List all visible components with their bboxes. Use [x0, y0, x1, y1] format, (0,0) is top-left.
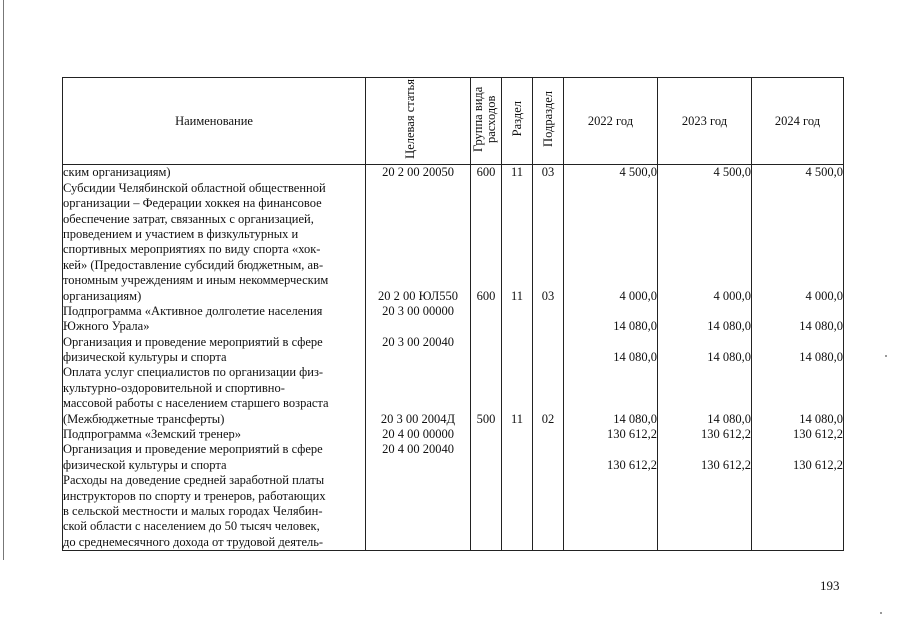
row-name-line: организациям): [63, 288, 142, 303]
header-name-label: Наименование: [175, 113, 253, 128]
row-empty-line: [366, 365, 470, 380]
table-body: [63, 165, 844, 551]
row-empty-line: [564, 519, 657, 534]
row-empty-line: [502, 227, 532, 242]
row-group-value: 600: [476, 288, 496, 303]
row-empty-line: [502, 442, 532, 457]
row-empty-line: [366, 535, 470, 550]
row-v2022-value: 14 080,0: [613, 350, 657, 365]
row-empty-line: [502, 273, 532, 288]
row-empty-line: [658, 535, 751, 550]
row-empty-line: [564, 473, 657, 488]
row-name-line: массовой работы с населением старшего возраста: [63, 396, 329, 411]
page-number: 193: [820, 578, 840, 593]
row-empty-line: [471, 304, 501, 319]
row-2022-cell: [564, 165, 658, 551]
row-empty-line: [471, 489, 501, 504]
row-empty-line: [564, 304, 657, 319]
row-empty-line: [564, 396, 657, 411]
row-empty-line: [366, 458, 470, 473]
scan-speck: [885, 355, 887, 357]
table-row: [63, 165, 844, 551]
row-v2022-value: 14 080,0: [613, 319, 657, 334]
row-name-line: Организация и проведение мероприятий в сфере: [63, 334, 323, 349]
row-empty-line: [533, 181, 563, 196]
row-empty-line: [471, 242, 501, 257]
row-empty-line: [752, 396, 843, 411]
row-empty-line: [502, 196, 532, 211]
row-code-cell: [366, 165, 471, 551]
header-subsection-label: Подраздел: [540, 91, 555, 147]
row-empty-line: [471, 365, 501, 380]
row-empty-line: [471, 258, 501, 273]
row-empty-line: [752, 196, 843, 211]
row-name-line: обеспечение затрат, связанных с организацией,: [63, 211, 314, 226]
header-expense-group: [471, 78, 502, 165]
row-empty-line: [502, 381, 532, 396]
row-empty-line: [502, 519, 532, 534]
row-empty-line: [533, 519, 563, 534]
row-name-line: ским организациям): [63, 165, 171, 180]
header-year-2024: [752, 78, 844, 165]
row-empty-line: [564, 196, 657, 211]
row-v2023-value: 14 080,0: [707, 319, 751, 334]
row-empty-line: [564, 489, 657, 504]
row-empty-line: [366, 350, 470, 365]
row-empty-line: [752, 473, 843, 488]
row-name-line: тономным учреждениям и иным некоммерческим: [63, 273, 329, 288]
row-name-line: физической культуры и спорта: [63, 457, 227, 472]
row-name-line: ской области с населением до 50 тысяч человек,: [63, 519, 320, 534]
row-empty-line: [658, 242, 751, 257]
row-empty-line: [533, 396, 563, 411]
page-left-edge-rule: [3, 0, 4, 560]
row-empty-line: [752, 227, 843, 242]
header-section: [502, 78, 533, 165]
row-v2022-value: 130 612,2: [607, 457, 657, 472]
row-name-line: Южного Урала»: [63, 319, 150, 334]
row-empty-line: [564, 335, 657, 350]
row-section-value: 11: [510, 411, 524, 426]
row-empty-line: [366, 242, 470, 257]
row-code-value: 20 2 00 20050: [382, 165, 454, 180]
row-code-value: 20 2 00 ЮЛ550: [377, 288, 459, 303]
header-name: [63, 78, 366, 165]
row-empty-line: [366, 212, 470, 227]
row-empty-line: [533, 258, 563, 273]
row-code-value: 20 3 00 20040: [382, 334, 454, 349]
row-empty-line: [366, 196, 470, 211]
row-empty-line: [658, 489, 751, 504]
row-empty-line: [658, 381, 751, 396]
row-empty-line: [471, 396, 501, 411]
row-empty-line: [752, 519, 843, 534]
row-empty-line: [533, 242, 563, 257]
row-empty-line: [752, 258, 843, 273]
row-empty-line: [366, 227, 470, 242]
header-year-2023: [658, 78, 752, 165]
row-empty-line: [564, 535, 657, 550]
row-empty-line: [471, 335, 501, 350]
header-year-2022-label: 2022 год: [587, 113, 634, 128]
header-year-2023-label: 2023 год: [681, 113, 728, 128]
row-name-line: Подпрограмма «Земский тренер»: [63, 427, 242, 442]
row-v2023-value: 14 080,0: [707, 411, 751, 426]
row-empty-line: [471, 350, 501, 365]
row-empty-line: [752, 504, 843, 519]
row-empty-line: [502, 489, 532, 504]
row-empty-line: [533, 304, 563, 319]
row-v2023-value: 130 612,2: [701, 427, 751, 442]
row-empty-line: [502, 319, 532, 334]
row-empty-line: [366, 381, 470, 396]
row-empty-line: [502, 473, 532, 488]
row-empty-line: [564, 504, 657, 519]
row-empty-line: [564, 381, 657, 396]
row-empty-line: [658, 473, 751, 488]
row-empty-line: [366, 273, 470, 288]
row-empty-line: [658, 396, 751, 411]
header-target-article-label: Целевая статья: [403, 79, 417, 159]
row-empty-line: [502, 181, 532, 196]
row-code-value: 20 3 00 2004Д: [380, 411, 456, 426]
row-empty-line: [502, 396, 532, 411]
row-v2024-value: 4 000,0: [805, 288, 843, 303]
row-empty-line: [752, 442, 843, 457]
row-v2023-value: 14 080,0: [707, 350, 751, 365]
row-section-value: 11: [510, 288, 524, 303]
header-section-label: Раздел: [509, 101, 524, 137]
row-name-line: культурно-оздоровительной и спортивно-: [63, 380, 285, 395]
row-empty-line: [471, 504, 501, 519]
row-name-line: инструкторов по спорту и тренеров, работающих: [63, 488, 326, 503]
row-empty-line: [366, 319, 470, 334]
row-empty-line: [658, 519, 751, 534]
row-empty-line: [533, 350, 563, 365]
row-empty-line: [752, 535, 843, 550]
row-empty-line: [533, 227, 563, 242]
row-empty-line: [658, 504, 751, 519]
row-empty-line: [564, 365, 657, 380]
row-empty-line: [366, 519, 470, 534]
header-target-article: [366, 78, 471, 165]
row-code-value: 20 3 00 00000: [382, 303, 454, 318]
row-v2022-value: 4 000,0: [619, 288, 657, 303]
row-empty-line: [752, 212, 843, 227]
row-empty-line: [533, 442, 563, 457]
row-empty-line: [471, 535, 501, 550]
row-name-line: Расходы на доведение средней заработной платы: [63, 473, 325, 488]
row-section-value: 11: [510, 165, 524, 180]
row-empty-line: [366, 504, 470, 519]
row-name-line: Организация и проведение мероприятий в сфере: [63, 442, 323, 457]
row-subsection-cell: [533, 165, 564, 551]
row-empty-line: [533, 489, 563, 504]
row-empty-line: [658, 273, 751, 288]
row-v2024-value: 14 080,0: [799, 411, 843, 426]
row-empty-line: [533, 473, 563, 488]
row-empty-line: [564, 212, 657, 227]
row-empty-line: [502, 427, 532, 442]
row-empty-line: [471, 212, 501, 227]
row-group-cell: [471, 165, 502, 551]
row-v2024-value: 14 080,0: [799, 350, 843, 365]
row-name-line: спортивных мероприятиях по виду спорта «хок-: [63, 242, 321, 257]
row-empty-line: [471, 319, 501, 334]
row-empty-line: [658, 212, 751, 227]
row-group-value: 600: [476, 165, 496, 180]
row-empty-line: [533, 319, 563, 334]
row-empty-line: [502, 242, 532, 257]
row-empty-line: [752, 335, 843, 350]
row-name-line: физической культуры и спорта: [63, 350, 227, 365]
scan-speck: [880, 612, 882, 614]
row-empty-line: [533, 335, 563, 350]
row-empty-line: [752, 181, 843, 196]
row-name-line: в сельской местности и малых городах Челябин-: [63, 504, 323, 518]
row-empty-line: [658, 181, 751, 196]
row-empty-line: [502, 350, 532, 365]
row-empty-line: [471, 473, 501, 488]
row-name-line: Оплата услуг специалистов по организации физ-: [63, 365, 324, 380]
row-empty-line: [533, 427, 563, 442]
row-empty-line: [366, 396, 470, 411]
row-empty-line: [658, 335, 751, 350]
row-empty-line: [502, 458, 532, 473]
row-empty-line: [752, 242, 843, 257]
row-empty-line: [502, 535, 532, 550]
row-name-cell: [63, 165, 366, 551]
row-empty-line: [564, 227, 657, 242]
row-name-line: до среднемесячного дохода от трудовой деятель-: [63, 534, 324, 549]
row-empty-line: [471, 381, 501, 396]
row-name-line: Подпрограмма «Активное долголетие населения: [63, 303, 323, 318]
row-empty-line: [502, 212, 532, 227]
row-empty-line: [533, 365, 563, 380]
row-empty-line: [533, 273, 563, 288]
row-empty-line: [471, 227, 501, 242]
row-v2023-value: 130 612,2: [701, 457, 751, 472]
row-empty-line: [564, 242, 657, 257]
row-name-line: проведением и участием в физкультурных и: [63, 226, 299, 241]
row-empty-line: [564, 181, 657, 196]
row-group-value: 500: [476, 411, 496, 426]
row-subsection-value: 03: [541, 288, 555, 303]
row-empty-line: [471, 442, 501, 457]
header-year-2024-label: 2024 год: [774, 113, 821, 128]
row-empty-line: [564, 273, 657, 288]
row-v2024-value: 4 500,0: [805, 165, 843, 180]
row-v2023-value: 4 500,0: [713, 165, 751, 180]
row-empty-line: [752, 273, 843, 288]
row-2023-cell: [658, 165, 752, 551]
row-v2022-value: 130 612,2: [607, 427, 657, 442]
row-section-cell: [502, 165, 533, 551]
row-empty-line: [471, 458, 501, 473]
row-empty-line: [658, 227, 751, 242]
row-empty-line: [564, 258, 657, 273]
row-empty-line: [366, 473, 470, 488]
row-empty-line: [533, 212, 563, 227]
row-empty-line: [471, 181, 501, 196]
row-name-line: кей» (Предоставление субсидий бюджетным, ав-: [63, 257, 324, 272]
row-empty-line: [752, 365, 843, 380]
row-empty-line: [533, 196, 563, 211]
header-subsection: [533, 78, 564, 165]
row-v2022-value: 14 080,0: [613, 411, 657, 426]
row-name-line: Субсидии Челябинской областной общественной: [63, 180, 326, 195]
row-empty-line: [471, 273, 501, 288]
row-subsection-value: 02: [541, 411, 555, 426]
row-v2023-value: 4 000,0: [713, 288, 751, 303]
row-empty-line: [471, 519, 501, 534]
row-empty-line: [752, 381, 843, 396]
header-year-2022: [564, 78, 658, 165]
row-empty-line: [366, 258, 470, 273]
row-v2024-value: 130 612,2: [793, 457, 843, 472]
row-v2024-value: 130 612,2: [793, 427, 843, 442]
row-v2022-value: 4 500,0: [619, 165, 657, 180]
row-empty-line: [533, 458, 563, 473]
row-name-line: (Межбюджетные трансферты): [63, 411, 225, 426]
header-expense-group-label: Группа вида расходов: [471, 86, 498, 152]
row-empty-line: [564, 442, 657, 457]
row-empty-line: [471, 196, 501, 211]
row-code-value: 20 4 00 20040: [382, 442, 454, 457]
row-empty-line: [502, 258, 532, 273]
row-empty-line: [752, 489, 843, 504]
row-empty-line: [471, 427, 501, 442]
table-header-row: [63, 78, 844, 165]
budget-table: [62, 77, 844, 551]
row-name-line: организации – Федерации хоккея на финансовое: [63, 196, 322, 211]
row-empty-line: [366, 489, 470, 504]
row-empty-line: [752, 304, 843, 319]
row-code-value: 20 4 00 00000: [382, 427, 454, 442]
row-empty-line: [658, 442, 751, 457]
row-empty-line: [502, 365, 532, 380]
row-empty-line: [658, 258, 751, 273]
row-empty-line: [533, 504, 563, 519]
row-2024-cell: [752, 165, 844, 551]
row-empty-line: [366, 181, 470, 196]
row-empty-line: [502, 504, 532, 519]
row-empty-line: [658, 304, 751, 319]
row-empty-line: [502, 304, 532, 319]
row-empty-line: [658, 196, 751, 211]
row-empty-line: [533, 381, 563, 396]
row-v2024-value: 14 080,0: [799, 319, 843, 334]
row-subsection-value: 03: [541, 165, 555, 180]
row-empty-line: [658, 365, 751, 380]
row-empty-line: [533, 535, 563, 550]
row-empty-line: [502, 335, 532, 350]
